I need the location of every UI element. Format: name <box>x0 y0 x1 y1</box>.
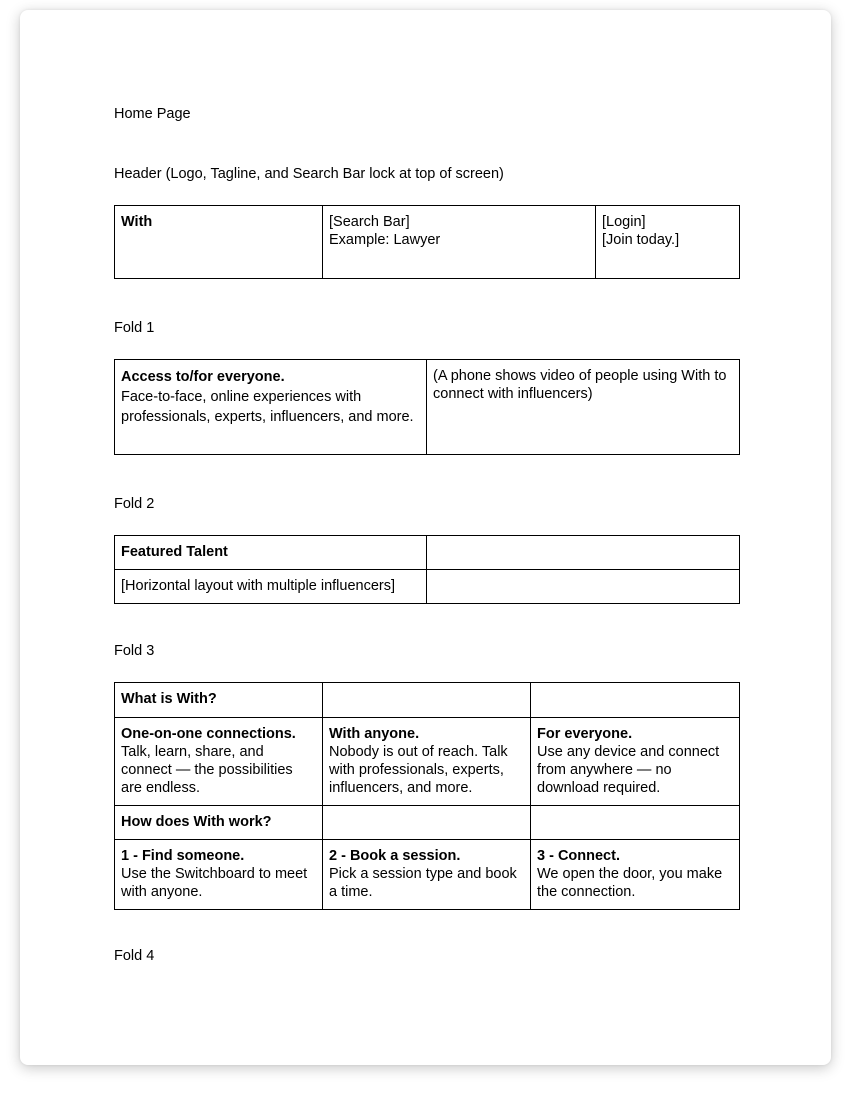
table-cell <box>115 806 323 840</box>
fold4-label: Fold 4 <box>114 948 155 964</box>
table-cell <box>323 683 531 718</box>
step-title: 1 - Find someone. <box>121 848 245 864</box>
table-cell <box>115 570 427 604</box>
step-body: Pick a session type and book a time. <box>329 866 517 900</box>
featured-layout-note: [Horizontal layout with multiple influencers] <box>121 578 396 594</box>
table-cell <box>531 718 740 806</box>
header-section-label: Header (Logo, Tagline, and Search Bar lock at top of screen) <box>114 166 504 182</box>
featured-talent-title: Featured Talent <box>121 544 228 560</box>
logo-text: With <box>121 214 153 230</box>
step-title: 3 - Connect. <box>537 848 620 864</box>
page-title: Home Page <box>114 106 191 122</box>
fold1-label: Fold 1 <box>114 320 155 336</box>
table-cell <box>596 206 740 279</box>
table-cell <box>115 683 323 718</box>
fold1-body: Face-to-face, online experiences with professionals, experts, influencers, and more. <box>121 389 414 425</box>
document-page <box>20 10 831 1065</box>
table-cell <box>115 360 427 455</box>
how-does-with-work-title: How does With work? <box>121 814 272 830</box>
step-title: 2 - Book a session. <box>329 848 461 864</box>
table-cell <box>427 536 740 570</box>
table-cell <box>323 806 531 840</box>
feature-title: With anyone. <box>329 726 420 742</box>
table-cell <box>115 206 323 279</box>
join-placeholder: [Join today.] <box>602 232 680 248</box>
header-table <box>114 205 740 279</box>
fold2-label: Fold 2 <box>114 496 155 512</box>
feature-title: One-on-one connections. <box>121 726 296 742</box>
what-is-with-title: What is With? <box>121 691 217 707</box>
fold1-headline: Access to/for everyone. <box>121 369 285 385</box>
feature-body: Use any device and connect from anywhere — no download required. <box>537 744 720 796</box>
fold2-table <box>114 535 740 604</box>
table-row <box>115 683 740 718</box>
table-cell <box>531 806 740 840</box>
table-cell <box>427 570 740 604</box>
feature-title: For everyone. <box>537 726 633 742</box>
table-row <box>115 360 740 455</box>
step-body: Use the Switchboard to meet with anyone. <box>121 866 308 900</box>
search-bar-placeholder: [Search Bar] <box>329 214 410 230</box>
table-row <box>115 570 740 604</box>
step-body: We open the door, you make the connection. <box>537 866 723 900</box>
fold3-table <box>114 682 740 910</box>
table-cell <box>323 718 531 806</box>
table-cell <box>115 536 427 570</box>
fold1-media-note: (A phone shows video of people using With to connect with influencers) <box>433 368 727 402</box>
search-example: Example: Lawyer <box>329 232 441 248</box>
table-cell <box>115 718 323 806</box>
table-row <box>115 718 740 806</box>
table-row <box>115 536 740 570</box>
table-cell <box>531 840 740 910</box>
table-cell <box>323 206 596 279</box>
table-cell <box>427 360 740 455</box>
feature-body: Talk, learn, share, and connect — the possibilities are endless. <box>121 744 293 796</box>
table-cell <box>323 840 531 910</box>
fold1-table <box>114 359 740 455</box>
login-placeholder: [Login] <box>602 214 646 230</box>
table-row <box>115 206 740 279</box>
fold3-label: Fold 3 <box>114 643 155 659</box>
feature-body: Nobody is out of reach. Talk with professionals, experts, influencers, and more. <box>329 744 508 796</box>
table-row <box>115 806 740 840</box>
table-row <box>115 840 740 910</box>
table-cell <box>115 840 323 910</box>
table-cell <box>531 683 740 718</box>
